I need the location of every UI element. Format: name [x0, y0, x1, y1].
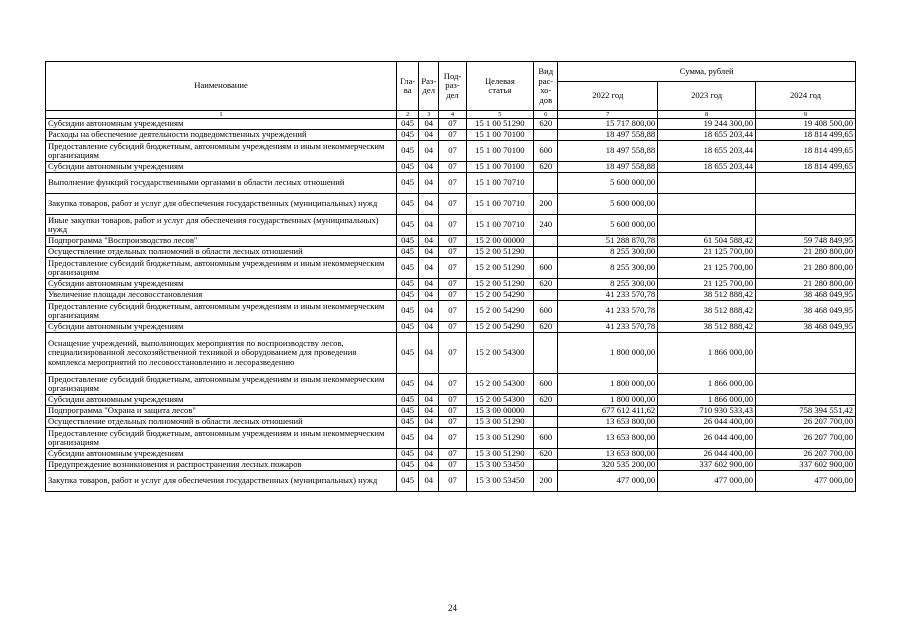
row-name: Предоставление субсидий бюджетным, автономным учреждениям и иным некоммерческим организациям [46, 141, 397, 162]
row-razdel: 04 [419, 236, 439, 247]
row-sum-2024: 26 207 700,00 [756, 449, 856, 460]
row-razdel: 04 [419, 449, 439, 460]
index-cell: 9 [756, 111, 856, 119]
row-name: Расходы на обеспечение деятельности подведомственных учреждений [46, 130, 397, 141]
row-sum-2023: 477 000,00 [658, 471, 756, 492]
row-sum-2023: 19 244 300,00 [658, 119, 756, 130]
row-glava: 045 [397, 258, 419, 279]
row-sum-2024 [756, 173, 856, 194]
row-podrazdel: 07 [439, 130, 466, 141]
row-name: Субсидии автономным учреждениям [46, 162, 397, 173]
table-row [46, 162, 856, 173]
row-vid: 200 [534, 194, 558, 215]
row-razdel: 04 [419, 460, 439, 471]
row-sum-2022: 13 653 800,00 [558, 417, 658, 428]
row-sum-2023: 337 602 900,00 [658, 460, 756, 471]
table-body [46, 119, 856, 492]
table-row [46, 173, 856, 194]
row-podrazdel: 07 [439, 119, 466, 130]
row-sum-2024: 59 748 849,95 [756, 236, 856, 247]
header-2023: 2023 год [658, 82, 756, 111]
table-row [46, 236, 856, 247]
table-row [46, 130, 856, 141]
row-target: 15 1 00 70100 [466, 130, 534, 141]
header-target: Целевая статья [466, 62, 534, 111]
row-podrazdel: 07 [439, 395, 466, 406]
row-razdel: 04 [419, 333, 439, 374]
row-podrazdel: 07 [439, 215, 466, 236]
row-sum-2024: 38 468 049,95 [756, 290, 856, 301]
row-target: 15 2 00 54300 [466, 395, 534, 406]
row-razdel: 04 [419, 417, 439, 428]
row-sum-2024: 758 394 551,42 [756, 406, 856, 417]
row-name: Предоставление субсидий бюджетным, автономным учреждениям и иным некоммерческим организациям [46, 258, 397, 279]
row-podrazdel: 07 [439, 279, 466, 290]
row-name: Предоставление субсидий бюджетным, автономным учреждениям и иным некоммерческим организациям [46, 374, 397, 395]
table-row [46, 449, 856, 460]
row-glava: 045 [397, 333, 419, 374]
row-vid: 620 [534, 449, 558, 460]
row-vid: 600 [534, 258, 558, 279]
header-razdel: Раз- дел [419, 62, 439, 111]
row-podrazdel: 07 [439, 322, 466, 333]
row-name: Осуществление отдельных полномочий в области лесных отношений [46, 417, 397, 428]
row-sum-2023: 18 655 203,44 [658, 141, 756, 162]
row-razdel: 04 [419, 395, 439, 406]
row-razdel: 04 [419, 258, 439, 279]
row-target: 15 3 00 51290 [466, 428, 534, 449]
index-cell: 2 [397, 111, 419, 119]
row-name: Закупка товаров, работ и услуг для обеспечения государственных (муниципальных) нужд [46, 471, 397, 492]
row-razdel: 04 [419, 173, 439, 194]
row-glava: 045 [397, 279, 419, 290]
row-vid: 240 [534, 215, 558, 236]
row-sum-2023: 1 866 000,00 [658, 395, 756, 406]
row-glava: 045 [397, 141, 419, 162]
row-target: 15 1 00 70710 [466, 173, 534, 194]
row-sum-2022: 15 717 800,00 [558, 119, 658, 130]
row-sum-2023 [658, 215, 756, 236]
row-sum-2022: 18 497 558,88 [558, 130, 658, 141]
row-target: 15 2 00 54290 [466, 322, 534, 333]
row-razdel: 04 [419, 119, 439, 130]
row-sum-2023 [658, 173, 756, 194]
row-sum-2023: 710 930 533,43 [658, 406, 756, 417]
table-row [46, 406, 856, 417]
row-vid: 600 [534, 141, 558, 162]
row-glava: 045 [397, 247, 419, 258]
row-target: 15 2 00 54300 [466, 374, 534, 395]
row-sum-2024: 38 468 049,95 [756, 322, 856, 333]
row-name: Субсидии автономным учреждениям [46, 279, 397, 290]
row-name: Субсидии автономным учреждениям [46, 395, 397, 406]
row-name: Субсидии автономным учреждениям [46, 119, 397, 130]
row-glava: 045 [397, 173, 419, 194]
row-target: 15 2 00 51290 [466, 258, 534, 279]
row-glava: 045 [397, 374, 419, 395]
row-target: 15 1 00 70100 [466, 141, 534, 162]
index-cell: 7 [558, 111, 658, 119]
row-sum-2024 [756, 395, 856, 406]
row-sum-2024: 18 814 499,65 [756, 141, 856, 162]
row-sum-2024: 21 280 800,00 [756, 279, 856, 290]
row-name: Субсидии автономным учреждениям [46, 449, 397, 460]
row-glava: 045 [397, 130, 419, 141]
row-vid: 600 [534, 301, 558, 322]
column-index-row [46, 111, 856, 119]
row-sum-2023: 21 125 700,00 [658, 247, 756, 258]
row-name: Предоставление субсидий бюджетным, автономным учреждениям и иным некоммерческим организациям [46, 428, 397, 449]
row-sum-2022: 8 255 300,00 [558, 258, 658, 279]
row-sum-2022: 5 600 000,00 [558, 173, 658, 194]
table-row [46, 215, 856, 236]
row-vid [534, 236, 558, 247]
table-row [46, 290, 856, 301]
row-sum-2022: 1 800 000,00 [558, 374, 658, 395]
row-sum-2022: 5 600 000,00 [558, 215, 658, 236]
row-podrazdel: 07 [439, 428, 466, 449]
row-podrazdel: 07 [439, 247, 466, 258]
row-vid: 620 [534, 322, 558, 333]
row-sum-2023: 1 866 000,00 [658, 374, 756, 395]
index-cell: 6 [534, 111, 558, 119]
row-razdel: 04 [419, 428, 439, 449]
row-glava: 045 [397, 471, 419, 492]
row-podrazdel: 07 [439, 162, 466, 173]
row-podrazdel: 07 [439, 141, 466, 162]
row-sum-2022: 1 800 000,00 [558, 395, 658, 406]
row-sum-2022: 8 255 300,00 [558, 247, 658, 258]
row-target: 15 2 00 00000 [466, 236, 534, 247]
row-target: 15 3 00 51290 [466, 449, 534, 460]
row-name: Подпрограмма "Охрана и защита лесов" [46, 406, 397, 417]
row-sum-2023: 38 512 888,42 [658, 301, 756, 322]
row-name: Иные закупки товаров, работ и услуг для обеспечения государственных (муниципальных) нужд [46, 215, 397, 236]
row-sum-2024: 19 408 500,00 [756, 119, 856, 130]
row-razdel: 04 [419, 162, 439, 173]
header-2024: 2024 год [756, 82, 856, 111]
row-name: Предупреждение возникновения и распространения лесных пожаров [46, 460, 397, 471]
row-vid: 620 [534, 279, 558, 290]
row-name: Осуществление отдельных полномочий в области лесных отношений [46, 247, 397, 258]
table-row [46, 301, 856, 322]
row-sum-2022: 320 535 200,00 [558, 460, 658, 471]
row-target: 15 2 00 54290 [466, 290, 534, 301]
row-glava: 045 [397, 162, 419, 173]
row-podrazdel: 07 [439, 374, 466, 395]
table-row [46, 279, 856, 290]
row-razdel: 04 [419, 301, 439, 322]
row-sum-2023: 1 866 000,00 [658, 333, 756, 374]
row-sum-2024: 38 468 049,95 [756, 301, 856, 322]
row-sum-2022: 51 288 870,78 [558, 236, 658, 247]
row-sum-2022: 677 612 411,62 [558, 406, 658, 417]
row-glava: 045 [397, 215, 419, 236]
row-sum-2022: 5 600 000,00 [558, 194, 658, 215]
row-glava: 045 [397, 428, 419, 449]
row-glava: 045 [397, 322, 419, 333]
row-sum-2024: 18 814 499,65 [756, 130, 856, 141]
row-podrazdel: 07 [439, 173, 466, 194]
row-sum-2022: 13 653 800,00 [558, 428, 658, 449]
row-sum-2023: 61 504 588,42 [658, 236, 756, 247]
row-target: 15 1 00 70710 [466, 194, 534, 215]
row-razdel: 04 [419, 406, 439, 417]
row-target: 15 3 00 51290 [466, 417, 534, 428]
table-row [46, 417, 856, 428]
row-sum-2023: 38 512 888,42 [658, 322, 756, 333]
row-sum-2023: 26 044 400,00 [658, 449, 756, 460]
row-sum-2023: 21 125 700,00 [658, 258, 756, 279]
index-cell: 3 [419, 111, 439, 119]
row-razdel: 04 [419, 471, 439, 492]
row-podrazdel: 07 [439, 406, 466, 417]
row-sum-2023: 26 044 400,00 [658, 417, 756, 428]
row-glava: 045 [397, 236, 419, 247]
row-podrazdel: 07 [439, 417, 466, 428]
row-target: 15 2 00 54300 [466, 333, 534, 374]
row-target: 15 2 00 51290 [466, 247, 534, 258]
table-row [46, 141, 856, 162]
row-razdel: 04 [419, 141, 439, 162]
row-podrazdel: 07 [439, 194, 466, 215]
header-2022: 2022 год [558, 82, 658, 111]
row-podrazdel: 07 [439, 471, 466, 492]
row-glava: 045 [397, 194, 419, 215]
row-sum-2024: 21 280 800,00 [756, 258, 856, 279]
row-podrazdel: 07 [439, 301, 466, 322]
row-razdel: 04 [419, 322, 439, 333]
row-razdel: 04 [419, 215, 439, 236]
budget-table [45, 61, 856, 492]
row-sum-2023: 18 655 203,44 [658, 130, 756, 141]
row-razdel: 04 [419, 279, 439, 290]
page-number: 24 [448, 603, 457, 613]
row-name: Увеличение площади лесовосстановления [46, 290, 397, 301]
row-name: Субсидии автономным учреждениям [46, 322, 397, 333]
row-sum-2023 [658, 194, 756, 215]
row-podrazdel: 07 [439, 236, 466, 247]
row-sum-2022: 41 233 570,78 [558, 301, 658, 322]
row-name: Закупка товаров, работ и услуг для обеспечения государственных (муниципальных) нужд [46, 194, 397, 215]
row-sum-2024: 337 602 900,00 [756, 460, 856, 471]
table-row [46, 471, 856, 492]
row-vid [534, 417, 558, 428]
row-podrazdel: 07 [439, 290, 466, 301]
row-target: 15 1 00 51290 [466, 119, 534, 130]
table-row [46, 119, 856, 130]
index-cell: 1 [46, 111, 397, 119]
row-vid [534, 130, 558, 141]
row-vid [534, 173, 558, 194]
row-sum-2024 [756, 374, 856, 395]
row-vid: 600 [534, 428, 558, 449]
header-glava: Гла- ва [397, 62, 419, 111]
row-sum-2022: 8 255 300,00 [558, 279, 658, 290]
row-razdel: 04 [419, 130, 439, 141]
table-row [46, 322, 856, 333]
row-podrazdel: 07 [439, 449, 466, 460]
row-vid [534, 460, 558, 471]
table-row [46, 333, 856, 374]
row-razdel: 04 [419, 247, 439, 258]
row-sum-2023: 21 125 700,00 [658, 279, 756, 290]
row-sum-2024: 18 814 499,65 [756, 162, 856, 173]
row-vid: 200 [534, 471, 558, 492]
row-sum-2024 [756, 333, 856, 374]
row-glava: 045 [397, 119, 419, 130]
header-podrazdel: Под- раз- дел [439, 62, 466, 111]
table-row [46, 374, 856, 395]
row-razdel: 04 [419, 194, 439, 215]
row-vid: 620 [534, 162, 558, 173]
row-sum-2024: 21 280 800,00 [756, 247, 856, 258]
row-vid: 600 [534, 374, 558, 395]
table-row [46, 428, 856, 449]
row-name: Выполнение функций государственными органами в области лесных отношений [46, 173, 397, 194]
index-cell: 5 [466, 111, 534, 119]
row-sum-2022: 41 233 570,78 [558, 322, 658, 333]
row-sum-2023: 18 655 203,44 [658, 162, 756, 173]
row-sum-2022: 13 653 800,00 [558, 449, 658, 460]
header-name: Наименование [46, 62, 397, 111]
row-glava: 045 [397, 406, 419, 417]
table-row [46, 258, 856, 279]
row-name: Предоставление субсидий бюджетным, автономным учреждениям и иным некоммерческим организациям [46, 301, 397, 322]
row-vid [534, 247, 558, 258]
row-razdel: 04 [419, 290, 439, 301]
table-row [46, 395, 856, 406]
row-target: 15 1 00 70100 [466, 162, 534, 173]
row-vid: 620 [534, 395, 558, 406]
row-glava: 045 [397, 395, 419, 406]
row-vid [534, 406, 558, 417]
row-target: 15 2 00 51290 [466, 279, 534, 290]
index-cell: 4 [439, 111, 466, 119]
row-sum-2022: 477 000,00 [558, 471, 658, 492]
header-sum: Сумма, рублей [558, 62, 856, 82]
table-row [46, 247, 856, 258]
row-name: Подпрограмма "Воспроизводство лесов" [46, 236, 397, 247]
row-sum-2023: 26 044 400,00 [658, 428, 756, 449]
row-sum-2022: 18 497 558,88 [558, 162, 658, 173]
header-vid: Вид рас- хо- дов [534, 62, 558, 111]
row-vid [534, 290, 558, 301]
row-sum-2024 [756, 215, 856, 236]
row-vid: 620 [534, 119, 558, 130]
row-glava: 045 [397, 301, 419, 322]
row-podrazdel: 07 [439, 258, 466, 279]
index-cell: 8 [658, 111, 756, 119]
row-glava: 045 [397, 449, 419, 460]
row-target: 15 1 00 70710 [466, 215, 534, 236]
row-sum-2024: 26 207 700,00 [756, 417, 856, 428]
row-sum-2022: 41 233 570,78 [558, 290, 658, 301]
row-sum-2022: 1 800 000,00 [558, 333, 658, 374]
table-row [46, 460, 856, 471]
row-glava: 045 [397, 417, 419, 428]
row-razdel: 04 [419, 374, 439, 395]
row-glava: 045 [397, 290, 419, 301]
row-sum-2022: 18 497 558,88 [558, 141, 658, 162]
row-name: Оснащение учреждений, выполняющих мероприятия по воспроизводству лесов, специализированной лесохозяйственной техникой и оборудованием для проведения комплекса мероприятий по лесовосстановлению и лесоразведению [46, 333, 397, 374]
table-row [46, 194, 856, 215]
row-podrazdel: 07 [439, 333, 466, 374]
row-sum-2024: 26 207 700,00 [756, 428, 856, 449]
row-glava: 045 [397, 460, 419, 471]
row-sum-2023: 38 512 888,42 [658, 290, 756, 301]
row-sum-2024 [756, 194, 856, 215]
row-target: 15 2 00 54290 [466, 301, 534, 322]
row-target: 15 3 00 53450 [466, 460, 534, 471]
row-sum-2024: 477 000,00 [756, 471, 856, 492]
row-podrazdel: 07 [439, 460, 466, 471]
row-target: 15 3 00 53450 [466, 471, 534, 492]
row-target: 15 3 00 00000 [466, 406, 534, 417]
row-vid [534, 333, 558, 374]
